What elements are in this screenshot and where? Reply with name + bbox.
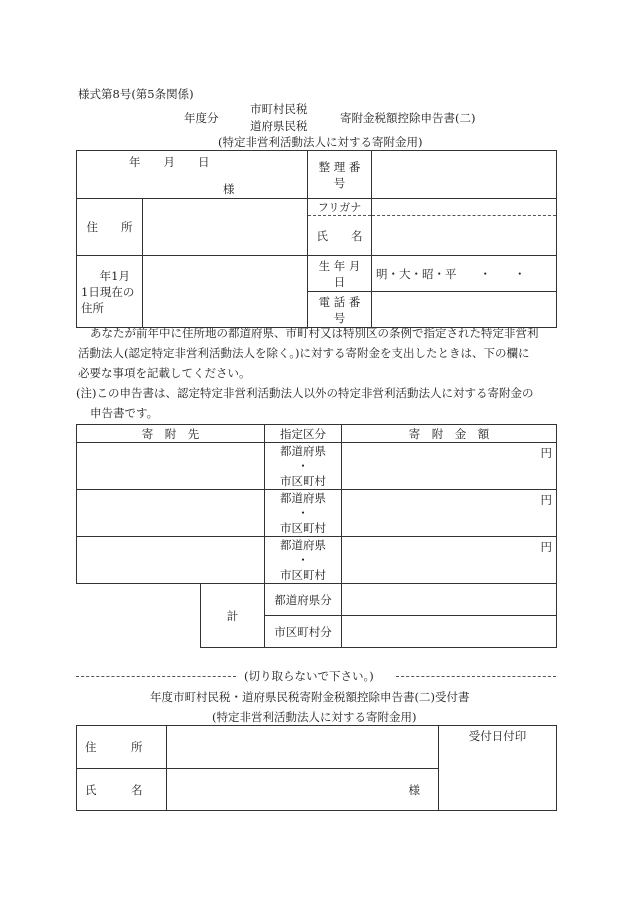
address-label: 住 所 xyxy=(77,199,143,256)
designation-dot: ・ xyxy=(297,458,309,473)
name-field[interactable] xyxy=(372,216,557,256)
year-portion: 年度分 xyxy=(184,111,219,125)
pref-total-field[interactable] xyxy=(342,584,557,616)
address-field[interactable] xyxy=(143,199,308,256)
date-cell[interactable] xyxy=(77,151,308,199)
jan1-address-label xyxy=(77,256,143,328)
receipt-name-field[interactable] xyxy=(167,769,439,811)
yen-label: 円 xyxy=(540,540,552,554)
sama-label: 様 xyxy=(223,182,235,196)
note-line-2: 申告書です。 xyxy=(90,406,159,420)
jan1-label-line2: 1日現在の xyxy=(81,284,135,299)
designation-cell-3[interactable] xyxy=(265,537,342,584)
form-subtitle: (特定非営利活動法人に対する寄附金用) xyxy=(218,135,423,149)
designation-cell-2[interactable] xyxy=(265,490,342,537)
amount-field-1[interactable] xyxy=(342,443,557,490)
designation-pref: 都道府県 xyxy=(280,443,326,458)
stamp-label: 受付日付印 xyxy=(468,729,527,743)
recipient-field-2[interactable] xyxy=(77,490,265,537)
tax-type-prefectural: 道府県民税 xyxy=(250,119,308,133)
blank-cell xyxy=(77,616,201,648)
designation-city: 市区町村 xyxy=(280,473,326,488)
designation-city: 市区町村 xyxy=(280,567,326,582)
recipient-field-1[interactable] xyxy=(77,443,265,490)
receipt-stamp-area xyxy=(439,726,557,811)
pref-total-label: 都道府県分 xyxy=(265,584,342,616)
donation-table xyxy=(76,424,557,648)
jan1-label-line3: 住所 xyxy=(81,300,104,315)
reference-number-field[interactable] xyxy=(372,151,557,199)
furigana-label: フリガナ xyxy=(308,199,372,216)
jan1-address-field[interactable] xyxy=(143,256,308,328)
yen-label: 円 xyxy=(540,493,552,507)
designation-pref: 都道府県 xyxy=(280,537,326,552)
amount-field-2[interactable] xyxy=(342,490,557,537)
furigana-field[interactable] xyxy=(372,199,557,216)
cut-line-right xyxy=(396,676,556,677)
city-total-field[interactable] xyxy=(342,616,557,648)
form-number: 様式第8号(第5条関係) xyxy=(78,87,194,101)
header-recipient: 寄 附 先 xyxy=(77,425,265,443)
reference-number-label: 整 理 番 号 xyxy=(308,151,372,199)
yen-label: 円 xyxy=(540,446,552,460)
cut-line-text: (切り取らないで下さい。) xyxy=(244,669,374,683)
amount-field-3[interactable] xyxy=(342,537,557,584)
designation-cell-1[interactable] xyxy=(265,443,342,490)
jan1-label-line1: 年1月 xyxy=(99,268,130,283)
note-line-1: (注)この申告書は、認定特定非営利活動法人以外の特定非営利活動法人に対する寄附金の xyxy=(76,386,534,400)
designation-pref: 都道府県 xyxy=(280,490,326,505)
name-label: 氏 名 xyxy=(308,216,372,256)
city-total-label: 市区町村分 xyxy=(265,616,342,648)
total-label: 計 xyxy=(201,584,265,648)
tax-type-municipal: 市町村民税 xyxy=(250,102,308,116)
receipt-address-field[interactable] xyxy=(167,726,439,769)
receipt-subtitle: (特定非営利活動法人に対する寄附金用) xyxy=(212,710,417,724)
instruction-line-3: 必要な事項を記載してください。 xyxy=(78,366,251,380)
receipt-name-label: 氏 名 xyxy=(77,769,167,811)
instructions xyxy=(78,323,558,423)
header-amount: 寄 附 金 額 xyxy=(342,425,557,443)
table-row xyxy=(77,443,557,490)
designation-dot: ・ xyxy=(297,552,309,567)
table-row xyxy=(77,537,557,584)
date-label: 年 月 日 xyxy=(129,155,210,169)
designation-dot: ・ xyxy=(297,505,309,520)
receipt-title: 年度市町村民税・道府県民税寄附金税額控除申告書(二)受付書 xyxy=(150,690,470,704)
recipient-field-3[interactable] xyxy=(77,537,265,584)
form-title: 寄附金税額控除申告書(二) xyxy=(340,111,476,125)
instruction-line-1: あなたが前年中に住所地の都道府県、市町村又は特別区の条例で指定された特定非営利 xyxy=(90,326,539,340)
blank-cell xyxy=(77,584,201,616)
cut-line-left xyxy=(76,676,236,677)
birthdate-field[interactable]: 明・大・昭・平 ・ ・ xyxy=(372,256,557,292)
header-designation: 指定区分 xyxy=(265,425,342,443)
receipt-address-label: 住 所 xyxy=(77,726,167,769)
birthdate-label: 生 年 月 日 xyxy=(308,256,372,292)
receipt-sama: 様 xyxy=(408,782,420,797)
receipt-table xyxy=(76,725,557,811)
phone-label: 電 話 番 号 xyxy=(308,292,372,328)
instruction-line-2: 活動法人(認定特定非営利活動法人を除く。)に対する寄附金を支出したときは、下の欄に xyxy=(78,346,530,360)
designation-city: 市区町村 xyxy=(280,520,326,535)
table-row xyxy=(77,490,557,537)
applicant-table xyxy=(76,150,557,328)
